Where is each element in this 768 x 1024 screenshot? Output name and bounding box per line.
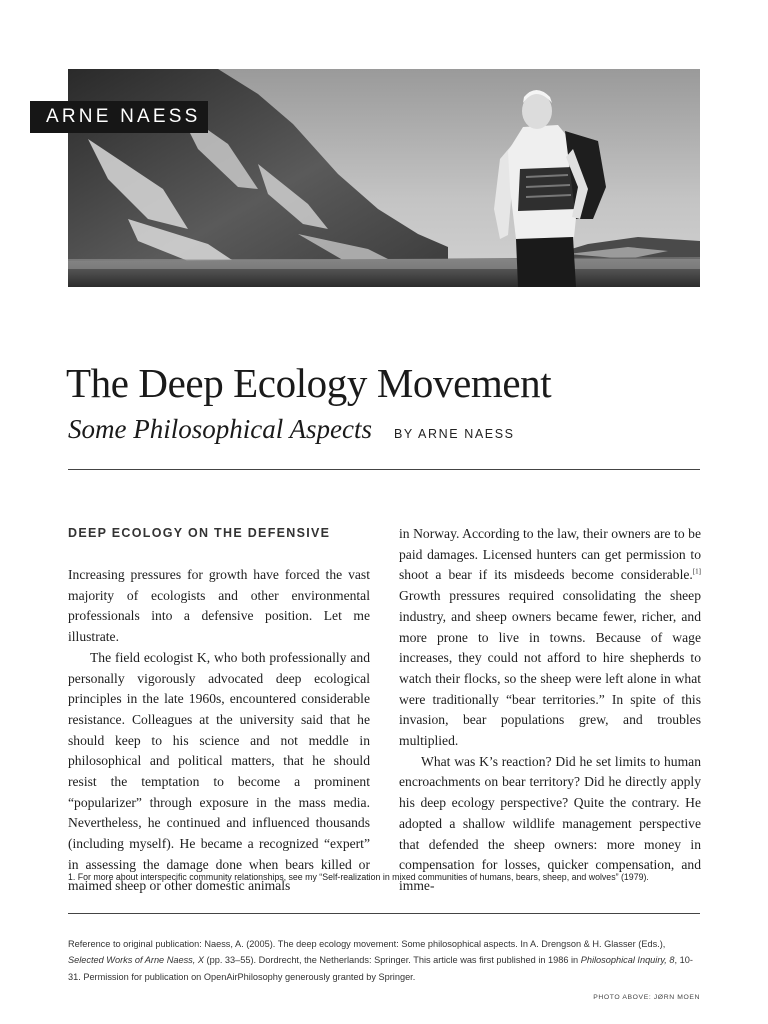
- paragraph-1: Increasing pressures for growth have forced the vast majority of ecologists and other environmental professionals into a defensive position. Let me illustrate.: [68, 567, 370, 645]
- reference-divider: [68, 913, 700, 914]
- paragraph-3-text-b: Growth pressures required consolidating the sheep industry, and sheep owners became fewer, richer, and more prone to live in towns. Because of wage increases, they could not afford to hire shepherds to watch their flocks, so the sheep were left alone in what were traditionally “bear territories.” In spite of this invasion, bear populations grew, and troubles multiplied.: [399, 588, 701, 749]
- author-name-banner: ARNE NAESS: [30, 101, 208, 133]
- paragraph-3: [399, 524, 701, 752]
- footnote: 1. For more about interspecific community relationships, see my “Self-realization in mixed communities of humans, bears, sheep, and wolves” (1979).: [68, 872, 649, 882]
- article-subtitle: Some Philosophical Aspects: [68, 414, 372, 444]
- right-column: [399, 524, 701, 897]
- left-column: [68, 565, 370, 896]
- article-title: The Deep Ecology Movement: [66, 360, 552, 406]
- paragraph-4: What was K’s reaction? Did he set limits to human encroachments on bear territory? Did he directly apply his deep ecology perspective? Quite the contrary. He adopted a shallow wildlife management perspective that defended the sheep owners: more money in compensation for losses, quicker compensation, and imme-: [399, 753, 701, 893]
- byline: BY ARNE NAESS: [393, 427, 515, 441]
- subtitle-line: [68, 414, 515, 445]
- title-divider: [68, 469, 700, 470]
- reference-book-title: Selected Works of Arne Naess, X: [68, 955, 204, 966]
- reference-text-2: (pp. 33–55). Dordrecht, the Netherlands: Springer. This article was first published in 1986 in: [204, 955, 581, 966]
- footnote-marker[interactable]: [1]: [692, 567, 701, 576]
- section-heading: DEEP ECOLOGY ON THE DEFENSIVE: [68, 526, 331, 540]
- reference-text-1: Reference to original publication: Naess, A. (2005). The deep ecology movement: Some philosophical aspects. In A. Drengson & H. Glasser (Eds.),: [68, 939, 666, 949]
- paragraph-3-text-a: in Norway. According to the law, their owners are to be paid damages. Licensed hunters can get permission to shoot a bear if its misdeeds become considerable.: [399, 526, 701, 583]
- photo-credit: PHOTO ABOVE: JØRN MOEN: [593, 994, 700, 1001]
- reference-journal: Philosophical Inquiry, 8: [580, 955, 675, 966]
- reference-note: [68, 936, 700, 985]
- reference-text-3: , 10-31. Permission for publication on OpenAirPhilosophy generously granted by Springer.: [68, 955, 693, 982]
- paragraph-2: The field ecologist K, who both professionally and personally vigorously advocated deep ecological principles in the late 1960s, encountered considerable resistance. Colleagues at the university said that he should keep to his science and not meddle in philosophical and political matters, that he should resist the temptation to become a prominent “popularizer” through exposure in the mass media. Nevertheless, he continued and influenced thousands (including myself). He became a recognized “expert” in assessing the damage done when bears killed or maimed sheep or other domestic animals: [68, 649, 370, 893]
